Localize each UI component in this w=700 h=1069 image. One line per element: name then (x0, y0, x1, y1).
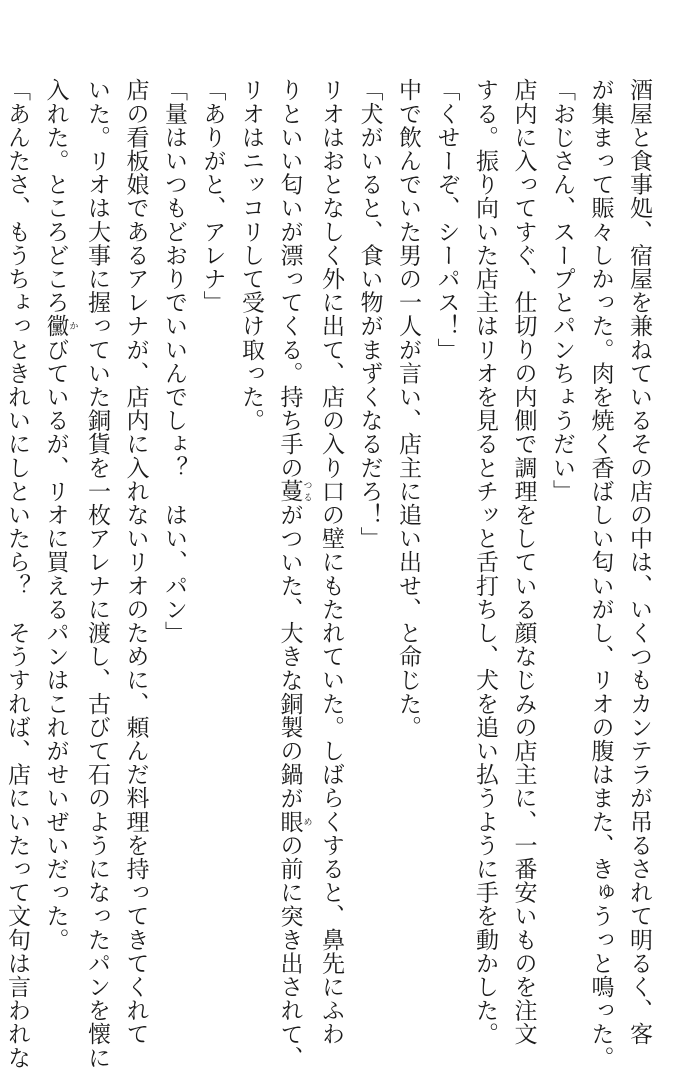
text-line: する。振り向いた店主はリオを見るとチッと舌打ちし、犬を追い払うように手を動かした。 (472, 78, 498, 1046)
dialogue-line: 「犬がいると、食い物がまずくなるだろ！」 (356, 78, 383, 550)
ruby-reading: つる (301, 479, 312, 503)
text-line: リオはおとなしく外に出て、店の入り口の壁にもたれていた。しばらくすると、鼻先にふわ (318, 78, 344, 1046)
dialogue-line: 「ありがと、アレナ」 (199, 78, 226, 314)
text-segment: の前に突き出されて、 (276, 833, 303, 1069)
dialogue-line: 「おじさん、スープとパンちょうだい」 (549, 78, 575, 503)
text-segment: がついた、大きな銅製の鍋が (276, 502, 303, 810)
text-line: 店の看板娘であるアレナが、店内に入れないリオのために、頼んだ料理を持ってきてくれて (122, 78, 149, 1046)
vertical-text-body (0, 78, 658, 1069)
ruby-word (276, 479, 312, 503)
text-line: 中で飲んでいた男の一人が言い、店主に追い出せ、と命じた。 (395, 78, 421, 739)
text-line-with-ruby (270, 78, 312, 1069)
ruby-base: 黴 (42, 314, 69, 338)
text-line: リオはニッコリして受け取った。 (238, 78, 264, 432)
ruby-base: 蔓 (276, 479, 303, 503)
text-line: 店内に入ってすぐ、仕切りの内側で調理をしている顔なじみの店主に、一番安いものを注文 (510, 78, 537, 1046)
text-line: が集まって賑々しかった。肉を焼く香ばしい匂いがし、リオの腹はまた、きゅうっと鳴った。 (587, 78, 614, 1069)
text-line: 酒屋と食事処、宿屋を兼ねているその店の中は、いくつもカンテラが吊るされて明るく、客 (626, 78, 652, 1046)
text-segment: りといい匂いが漂ってくる。持ち手の (276, 78, 303, 480)
text-line-with-ruby (36, 78, 78, 968)
ruby-reading: か (67, 314, 78, 338)
ruby-base: 眼 (276, 809, 303, 834)
ruby-word (276, 809, 312, 834)
dialogue-line: 「あんたさ、もうちょっときれいにしといたら？ そうすれば、店にいたって文句は言われな (4, 78, 30, 1069)
dialogue-line: 「くせーぞ、シーパス！」 (433, 78, 460, 362)
text-line: いた。リオは大事に握っていた銅貨を一枚アレナに渡し、古びて石のようになったパンを懐に (84, 78, 110, 1069)
ruby-word (42, 314, 78, 338)
dialogue-line: 「量はいつもどおりでいいんでしょ？ はい、パン」 (161, 78, 187, 645)
text-segment: びているが、リオに買えるパンはこれがせいぜいだった。 (42, 337, 69, 952)
ruby-reading: め (301, 809, 312, 834)
text-segment: 入れた。ところどころ (42, 78, 69, 314)
